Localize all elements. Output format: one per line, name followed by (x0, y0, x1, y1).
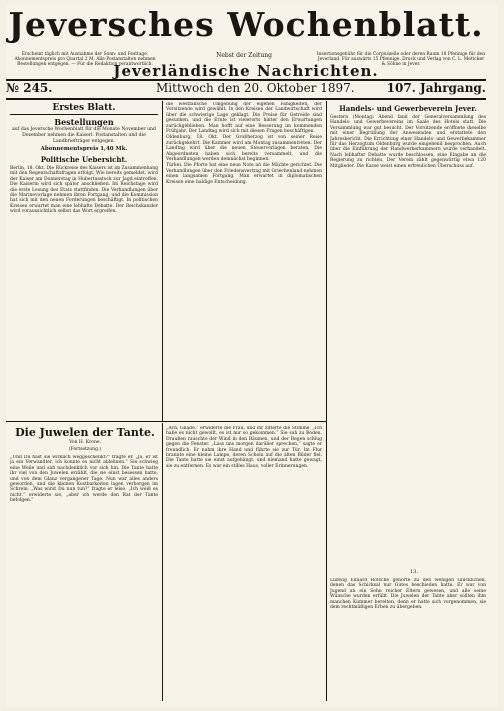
column-divider-2 (326, 101, 327, 701)
politics-text: Berlin, 18. Okt. Die Rückreise des Kaisers ist im Zusammenhang mit den Regentschaftsfragen erfolgt. Wie bereits gemeldet, wird der Kaiser am Donnerstag in Hubertusstock zur Jagd eintreffen. Die Kaiserin wird sich später anschließen. Im Reichstage wird die erste Lesung des Etats stattfinden. Die Verhandlungen über die Marinevorlage nehmen ihren Fortgang, und die Kommission hat sich mit den neuen Forderungen beschäftigt. In politischen Kreisen erwartet man eine lebhafte Debatte. Der Reichskanzler wird voraussichtlich selbst das Wort ergreifen. (10, 166, 158, 215)
column-divider-3 (162, 423, 163, 701)
masthead-title: Jeversches Wochenblatt. (8, 5, 484, 44)
news-text: die westfälische Umgebung der eigenen Fähigkeiten, der Vorsitzende wird gewählt. In den Kreisen der Landwirtschaft wird über die schwierige Lage geklagt. Die Preise für Getreide sind gesunken, und die Ernte ist vielerorts hinter den Erwartungen zurückgeblieben. Man hofft auf eine Besserung im kommenden Frühjahr. Der Landtag wird sich mit diesen Fragen beschäftigen. (166, 102, 322, 135)
right-column (330, 102, 486, 564)
story-text-middle (166, 426, 322, 699)
story-title: Die Juwelen der Tante. (15, 426, 155, 439)
turkey-text: Türkei. Die Pforte hat eine neue Note an die Mächte gerichtet. Die Verhandlungen über den Friedensvertrag mit Griechenland nehmen einen langsamen Fortgang. Man erwartet in diplomatischen Kreisen eine baldige Entscheidung. (166, 163, 322, 185)
masthead-right-note: Insertionsgebühr für die Corpuszeile oder deren Raum 10 Pfennige für den Jeverland. Für auswärts 15 Pfennige. Druck und Verlag von C. L. Mettcker & Söhne in Jever. (316, 52, 486, 68)
left-column (10, 102, 158, 420)
bestellungen-title: Bestellungen (54, 117, 114, 127)
column-divider-1 (162, 101, 163, 421)
bestellungen-text: auf das Jeversche Wochenblatt für die Monate November und Dezember nehmen die Kaiserl. Postanstalten und die Landbriefträger entgegen. (12, 127, 156, 144)
issue-bar (6, 80, 486, 98)
feuilleton-rule (6, 421, 326, 422)
right-lower-text: Ludwig Eduard Rotsche gehörte zu den wenigen Glücklichen, denen das Schicksal nur Gutes beschieden hatte. Er war von Jugend an ein Sohn reicher Eltern gewesen, und alle seine Wünsche wurden erfüllt. Die Juwelen der Tante aber sollten ihm manchen Kummer bereiten, denn er hatte sich vorgenommen, sie dem rechtmäßigen Erben zu übergeben. (330, 578, 486, 611)
masthead-subtitle: Jeverländische Nachrichten. (113, 62, 379, 80)
section-heading: Handels- und Gewerbeverein Jever. (339, 104, 477, 113)
story-subtitle: (Fortsetzung.) (68, 447, 102, 452)
story-paragraph-2: „Ach, Gnade,“ erwiderte die Frau, und ihr zitterte die Stimme. „Ich habe es nicht gewollt, es ist mir so gekommen.“ Sie sah zu Boden. Draußen rauschte der Wind in den Bäumen, und der Regen schlug gegen die Fenster. „Lass uns morgen darüber sprechen,“ sagte er freundlich. Er nahm ihre Hand und führte sie zur Tür. Im Flur brannte eine kleine Lampe, deren Schein auf die alten Bilder fiel. Die Tante hatte sie einst aufgehängt, und niemand hatte gewagt, sie zu entfernen. Es war ein stilles Haus, voller Erinnerungen. (166, 426, 322, 469)
right-lower-column (330, 578, 486, 699)
right-column-text: Gestern (Montag) Abend fand der Generalversammlung des Handels- und Gewerbevereins im Saale des Hotels statt. Die Versammlung war gut besucht. Der Vorsitzende eröffnete dieselbe mit einer Begrüßung der Anwesenden und erstattete den Jahresbericht. Die Errichtung einer Handels- und Gewerbekammer für das Herzogtum Oldenburg wurde eingehend besprochen. Auch über die Einführung der Handwerkerkammern wurde verhandelt. Nach lebhafter Debatte wurde beschlossen, eine Eingabe an die Regierung zu richten. Der Verein zählt gegenwärtig etwa 120 Mitglieder. Die Kasse weist einen erfreulichen Überschuss auf. (330, 115, 486, 169)
story-author: Von H. Krone. (69, 440, 101, 445)
politics-heading: Politische Uebersicht. (40, 155, 128, 164)
oldenburg-text: Oldenburg, 18. Okt. Der Großherzog ist von seiner Reise zurückgekehrt. Die Kammer wird am Montag zusammentreten. Der Landtag wird über die neuen Steuervorlagen beraten. Die Abgeordneten haben sich bereits versammelt, und die Verhandlungen werden demnächst beginnen. (166, 135, 322, 163)
story-text-left (10, 455, 158, 699)
note-number: 13. (410, 569, 418, 575)
bestellungen-price: Abonnementspreis 1,40 Mk. (40, 146, 128, 152)
header-rule-bottom (6, 98, 486, 100)
masthead-center-note: Nebst der Zeitung (216, 52, 272, 59)
issue-date: Mittwoch den 20. Oktober 1897. (156, 81, 355, 95)
story-paragraph: „Und Du hast sie wirklich weggeschenkt?“ fragte er. „Ja, er ist ja ein Verwandter, ich konnte es nicht ablehnen.“ Sie schwieg eine Weile und sah nachdenklich vor sich hin. Die Tante hatte ihr viel von den Juwelen erzählt, die sie einst besessen hatte, und von dem Glanz vergangener Tage. Nun war alles anders geworden, und die kleinen Kostbarkeiten lagen verborgen im Schrein. „Was wirst Du nun tun?“ fragte er leise. „Ich weiß es nicht,“ erwiderte sie, „aber ich werde den Rat der Tante befolgen.“ (10, 455, 158, 504)
masthead-left-note: Erscheint täglich mit Ausnahme der Sonn- und Festtage. Abonnementspreis pro Quartal 2 M. Alle Postanstalten nehmen Bestellungen entgegen. — Für die Redaktion verantwortlich. (14, 52, 156, 68)
middle-column (166, 102, 322, 420)
erstes-blatt-title: Erstes Blatt. (10, 102, 158, 115)
issue-number: № 245. (6, 81, 53, 95)
issue-year: 107. Jahrgang. (386, 81, 486, 95)
